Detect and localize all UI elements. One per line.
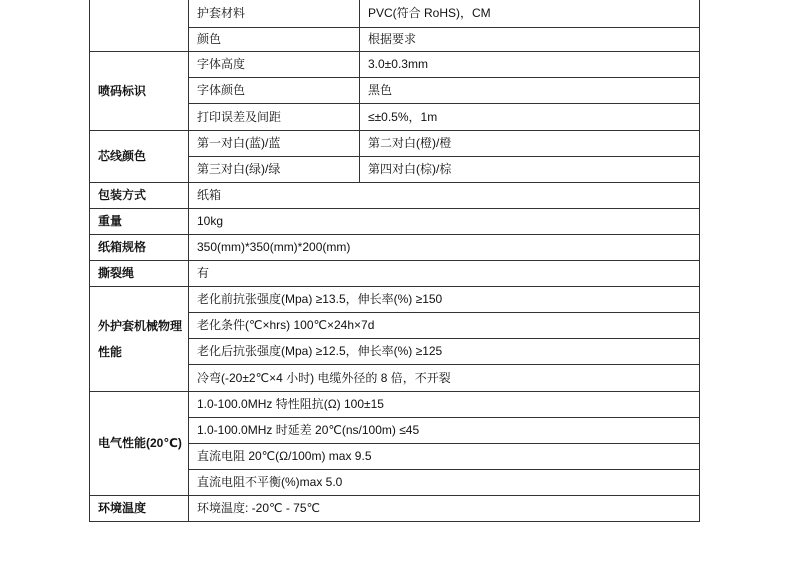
core-pair-3: 第三对白(绿)/绿 bbox=[189, 156, 360, 182]
mechanical-item-4: 冷弯(-20±2℃×4 小时) 电缆外径的 8 倍，不开裂 bbox=[189, 364, 700, 391]
carton-size-category: 纸箱规格 bbox=[90, 234, 189, 260]
packing-category: 包装方式 bbox=[90, 182, 189, 208]
print-tolerance-value: ≤±0.5%，1m bbox=[360, 103, 700, 130]
core-pair-1: 第一对白(蓝)/蓝 bbox=[189, 130, 360, 156]
electrical-item-1: 1.0-100.0MHz 特性阻抗(Ω) 100±15 bbox=[189, 391, 700, 417]
weight-value: 10kg bbox=[189, 208, 700, 234]
table-row bbox=[90, 495, 700, 521]
environment-category: 环境温度 bbox=[90, 495, 189, 521]
core-color-category: 芯线颜色 bbox=[90, 130, 189, 182]
spec-table bbox=[89, 0, 700, 522]
print-tolerance-label: 打印误差及间距 bbox=[189, 103, 360, 130]
font-color-label: 字体颜色 bbox=[189, 77, 360, 103]
mechanical-item-3: 老化后抗张强度(Mpa) ≥12.5，伸长率(%) ≥125 bbox=[189, 338, 700, 364]
table-row bbox=[90, 51, 700, 77]
core-pair-4: 第四对白(棕)/棕 bbox=[360, 156, 700, 182]
table-row bbox=[90, 391, 700, 417]
electrical-category: 电气性能(20℃) bbox=[90, 391, 189, 495]
font-height-value: 3.0±0.3mm bbox=[360, 51, 700, 77]
table-row bbox=[90, 260, 700, 286]
mechanical-category-line1: 外护套机械物理 bbox=[98, 318, 183, 333]
table-row bbox=[90, 130, 700, 156]
packing-value: 纸箱 bbox=[189, 182, 700, 208]
color-value: 根据要求 bbox=[360, 27, 700, 51]
font-color-value: 黑色 bbox=[360, 77, 700, 103]
table-row bbox=[90, 286, 700, 312]
electrical-item-4: 直流电阻不平衡(%)max 5.0 bbox=[189, 469, 700, 495]
sheath-material-value: PVC(符合 RoHS)，CM bbox=[360, 0, 700, 27]
mechanical-item-2: 老化条件(℃×hrs) 100℃×24h×7d bbox=[189, 312, 700, 338]
electrical-item-3: 直流电阻 20℃(Ω/100m) max 9.5 bbox=[189, 443, 700, 469]
ripcord-value: 有 bbox=[189, 260, 700, 286]
table-row bbox=[90, 208, 700, 234]
table-row bbox=[90, 0, 700, 27]
core-pair-2: 第二对白(橙)/橙 bbox=[360, 130, 700, 156]
category-cell-empty bbox=[90, 0, 189, 51]
mechanical-category-line2: 性能 bbox=[98, 344, 123, 359]
mechanical-category bbox=[90, 286, 189, 391]
mechanical-item-1: 老化前抗张强度(Mpa) ≥13.5，伸长率(%) ≥150 bbox=[189, 286, 700, 312]
color-label: 颜色 bbox=[189, 27, 360, 51]
carton-size-value: 350(mm)*350(mm)*200(mm) bbox=[189, 234, 700, 260]
ripcord-category: 撕裂绳 bbox=[90, 260, 189, 286]
electrical-item-2: 1.0-100.0MHz 时延差 20℃(ns/100m) ≤45 bbox=[189, 417, 700, 443]
table-row bbox=[90, 234, 700, 260]
weight-category: 重量 bbox=[90, 208, 189, 234]
font-height-label: 字体高度 bbox=[189, 51, 360, 77]
sheath-material-label: 护套材料 bbox=[189, 0, 360, 27]
table-row bbox=[90, 182, 700, 208]
environment-value: 环境温度: -20℃ - 75℃ bbox=[189, 495, 700, 521]
print-marking-category: 喷码标识 bbox=[90, 51, 189, 130]
